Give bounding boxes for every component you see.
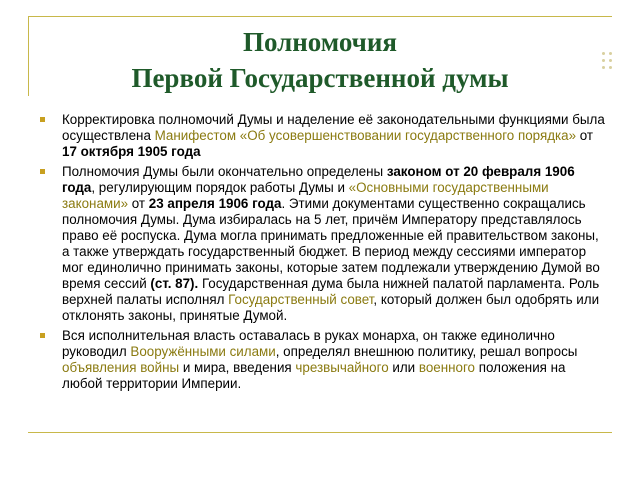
square-bullet-icon bbox=[40, 169, 45, 174]
state-council-link[interactable]: Государственный совет bbox=[228, 292, 374, 307]
text-run: Полномочия Думы были окончательно определены bbox=[62, 164, 387, 179]
emergency-link[interactable]: чрезвычайного bbox=[295, 360, 389, 375]
text-run: , который должен был одобрять или отклонять законы, принятые Думой. bbox=[62, 292, 600, 323]
text-run: положения на любой территории Империи. bbox=[62, 360, 566, 391]
title-line-2: Первой Государственной думы bbox=[131, 63, 509, 93]
text-run: от bbox=[128, 196, 149, 211]
decorative-dots bbox=[600, 52, 616, 82]
text-run: Государственная дума была нижней палатой парламента. Роль верхней палаты исполнял bbox=[62, 276, 600, 307]
bullet-list bbox=[38, 112, 608, 396]
text-run: , регулирующим порядок работы Думы и bbox=[91, 180, 349, 195]
bullet-item-3 bbox=[38, 328, 608, 392]
martial-law-link[interactable]: военного bbox=[418, 360, 476, 375]
slide-title bbox=[40, 24, 600, 96]
date-bold: 17 октября 1905 года bbox=[62, 144, 201, 159]
dot bbox=[609, 52, 612, 55]
text-run: или bbox=[388, 360, 419, 375]
dot bbox=[609, 59, 612, 62]
date-bold: 23 апреля 1906 года bbox=[148, 196, 282, 211]
top-rule bbox=[28, 16, 612, 17]
square-bullet-icon bbox=[40, 333, 45, 338]
bullet-item-1 bbox=[38, 112, 608, 160]
basic-laws-link[interactable]: «Основными государственными законами» bbox=[62, 180, 549, 211]
dot bbox=[609, 66, 612, 69]
dot bbox=[602, 59, 605, 62]
text-run: Вся исполнительная власть оставалась в руках монарха, он также единолично руководил bbox=[62, 328, 555, 359]
left-rule bbox=[28, 16, 29, 96]
manifesto-link[interactable]: Манифестом «Об усовершенствовании государственного порядка» bbox=[154, 128, 577, 143]
dot bbox=[602, 52, 605, 55]
text-run: и мира, введения bbox=[179, 360, 296, 375]
text-run: Корректировка полномочий Думы и наделение её законодательными функциями была осуществлена bbox=[62, 112, 605, 143]
article-bold: (ст. 87). bbox=[150, 276, 199, 291]
bullet-item-2 bbox=[38, 164, 608, 324]
law-date-bold: законом от 20 февраля 1906 года bbox=[62, 164, 575, 195]
square-bullet-icon bbox=[40, 117, 45, 122]
bottom-rule bbox=[28, 432, 612, 433]
title-line-1: Полномочия bbox=[242, 27, 398, 57]
dot bbox=[602, 66, 605, 69]
text-run: от bbox=[576, 128, 594, 143]
declaration-of-war-link[interactable]: объявления войны bbox=[62, 360, 180, 375]
text-run: , определял внешнюю политику, решал вопросы bbox=[275, 344, 578, 359]
armed-forces-link[interactable]: Вооружёнными силами bbox=[130, 344, 276, 359]
text-run: . Этими документами существенно сокращались полномочия Думы. Дума избиралась на 5 лет, причём Императору представлялось право её роспуска. Дума могла принимать предложенные ей правительством законы, а также утверждать государственный бюджет. В период между сессиями император мог единолично принимать законы, которые затем подлежали утверждению Думой во время сессий bbox=[62, 196, 600, 291]
